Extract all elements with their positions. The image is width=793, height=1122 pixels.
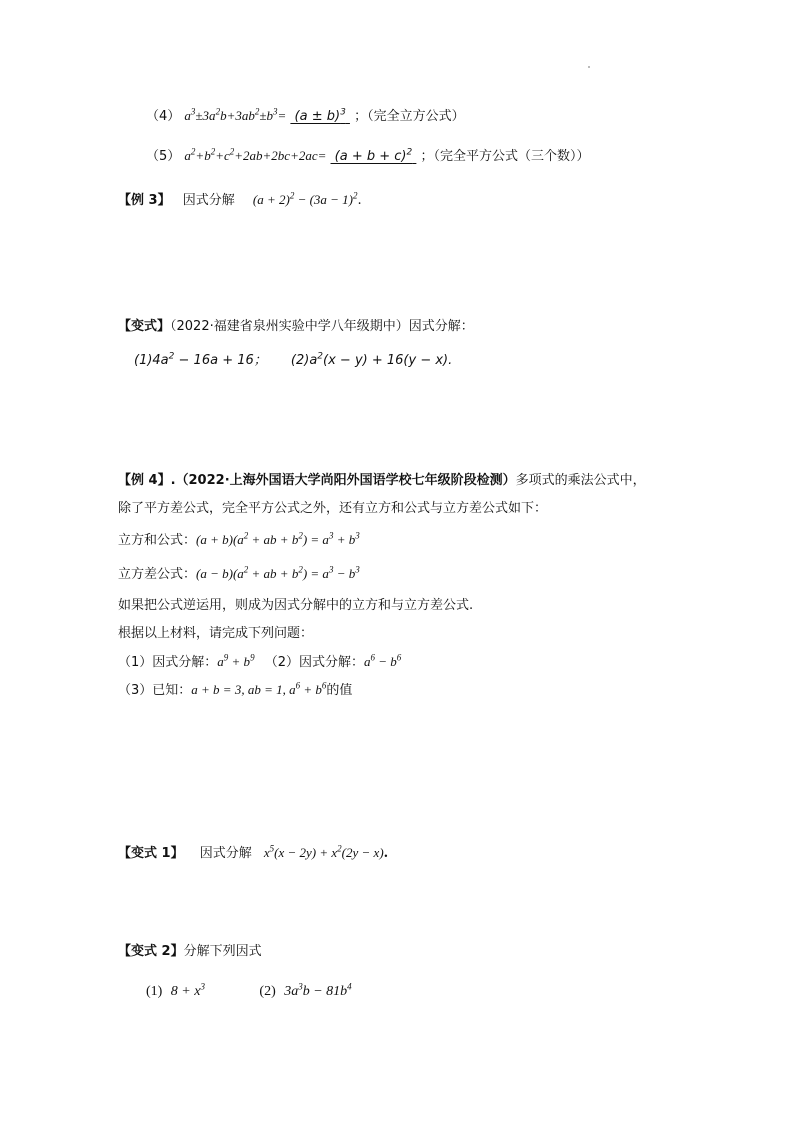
example-4-header [118, 471, 646, 491]
example-4-q3-label: （3）已知： [118, 683, 192, 698]
example-4-q2-formula: $a^6 - b^6$ [363, 652, 402, 669]
variant-1 [118, 843, 388, 864]
variant-2-q1-label: (1) [146, 984, 163, 999]
variant-1-text: 因式分解 [199, 846, 252, 861]
example-3-text: 因式分解 [182, 193, 235, 208]
cube-sum-formula [118, 530, 360, 551]
item-4-number: （4） [146, 109, 181, 124]
item-5 [146, 146, 590, 167]
cube-diff-expression: $(a - b)(a^2$ + ab + $b^2) = a^3 - b^3$ [196, 564, 360, 581]
cube-diff-formula [118, 564, 360, 585]
example-4-q1-label: （1）因式分解： [118, 655, 218, 670]
example-4-q3-end: 的值 [326, 683, 353, 698]
variant-2-q2: $3a^3b - 81b^4$ [284, 981, 352, 999]
example-3 [118, 190, 362, 211]
item-5-number: （5） [146, 149, 181, 164]
example-4-q1-formula: $a^9 + b^9$ [217, 652, 255, 669]
scan-dot [588, 66, 590, 68]
variant-q1: $(1)4a^2 - 16a + 16$； [134, 351, 267, 368]
example-4-q2-label: （2）因式分解： [264, 655, 364, 670]
variant-2-tag: 【变式 2】 [118, 944, 184, 959]
example-4-q3 [118, 680, 352, 701]
variant-2 [118, 942, 262, 962]
variant-tag: 【变式】 [118, 319, 171, 334]
variant-2-questions [146, 981, 352, 1002]
example-4-tag: 【例 4】 [118, 473, 171, 488]
cube-diff-label: 立方差公式： [118, 567, 197, 582]
variant-2-text: 分解下列因式 [183, 944, 262, 959]
item-5-answer: $(a + b + c)^2$ [330, 147, 413, 164]
variant-2-q2-label: (2) [259, 984, 276, 999]
variant-1-formula: $x^5(x - 2y) + x^2(2y - x)$ [263, 843, 384, 860]
variant-1-end: . [383, 846, 389, 861]
cube-sum-label: 立方和公式： [118, 533, 197, 548]
variant [118, 317, 474, 337]
example-3-formula: $(a + 2)^2 - (3a - 1)^2$ [252, 190, 358, 207]
item-4 [146, 106, 465, 127]
example-4-line6: 根据以上材料，请完成下列问题： [118, 626, 314, 641]
variant-q2: $(2)a^2(x - y) + 16(y - x)$. [290, 351, 453, 368]
item-4-formula: $a^3\pm 3a^2b+3ab^2\pm b^3=$ [184, 106, 287, 123]
variant-1-tag: 【变式 1】 [118, 846, 184, 861]
cube-sum-expression: $(a + b)(a^2$ + ab + $b^2) = a^3 + b^3$ [196, 530, 360, 547]
example-4-line2: 除了平方差公式，完全平方公式之外，还有立方和公式与立方差公式如下： [118, 501, 548, 516]
example-4-q1-q2 [118, 652, 401, 673]
item-4-answer: $(a \pm b)^3$ [290, 107, 346, 124]
item-5-note: ；（完全平方公式（三个数）） [420, 149, 590, 164]
example-4-source: .（2022·上海外国语大学尚阳外国语学校七年级阶段检测） [170, 473, 516, 488]
example-3-tag: 【例 3】 [118, 193, 171, 208]
example-4-line5: 如果把公式逆运用，则成为因式分解中的立方和与立方差公式. [118, 598, 474, 613]
example-4-lead: 多项式的乘法公式中， [515, 473, 646, 488]
variant-source: （2022·福建省泉州实验中学八年级期中）因式分解： [170, 319, 474, 334]
example-4-q3-formula: a + b = 3, ab = 1, $a^6 + b^6$ [191, 680, 327, 697]
example-3-end: . [357, 193, 362, 208]
variant-2-q1: $8 + x^3$ [170, 981, 205, 999]
item-4-note: ；（完全立方公式） [354, 109, 465, 124]
variant-questions [134, 351, 452, 371]
item-5-formula: $a^2+b^2+c^2+2ab+2bc+2ac=$ [184, 146, 327, 163]
